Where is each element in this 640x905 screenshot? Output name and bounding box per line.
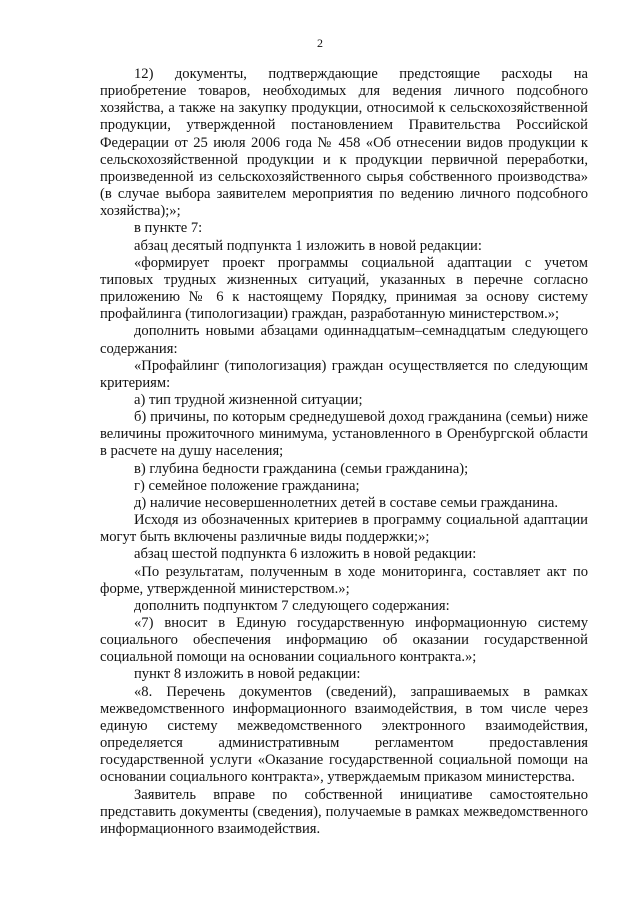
paragraph: абзац шестой подпункта 6 изложить в новой редакции: [134,546,477,563]
paragraph: Исходя из обозначенных критериев в программу социальной адаптации могут быть включены различные виды поддержки;»; [100,512,588,546]
paragraph: абзац десятый подпункта 1 изложить в новой редакции: [134,237,482,254]
paragraph: в) глубина бедности гражданина (семьи гражданина); [134,460,469,477]
paragraph: «формирует проект программы социальной адаптации с учетом типовых трудных жизненных ситуаций, указанных в перечне согласно приложению № 6 к настоящему Порядку, принимая за основу систему профайлинга (типологизации) граждан, разработанную министерством.»; [100,254,588,323]
paragraph: «По результатам, полученным в ходе мониторинга, составляет акт по форме, утвержденной министерством.»; [100,563,588,597]
paragraph: Заявитель вправе по собственной инициативе самостоятельно представить документы (сведения), получаемые в рамках межведомственного информационного взаимодействия. [100,786,588,837]
paragraph: а) тип трудной жизненной ситуации; [134,391,363,408]
paragraph: пункт 8 изложить в новой редакции: [134,666,361,683]
paragraph: «8. Перечень документов (сведений), запрашиваемых в рамках межведомственного информационного взаимодействия, в том числе через единую систему межведомственного электронного взаимодействия, определяется административным регламентом предоставления государственной услуги «Оказание государственной социальной помощи на основании социального контракта», утверждаемым приказом министерства. [100,683,588,786]
paragraph: б) причины, по которым среднедушевой доход гражданина (семьи) ниже величины прожиточного минимума, установленного в Оренбургской области в расчете на душу населения; [100,409,588,460]
paragraph: в пункте 7: [134,220,203,237]
paragraph: 12) документы, подтверждающие предстоящие расходы на приобретение товаров, необходимых для ведения личного подсобного хозяйства, а также на закупку продукции, относимой к сельскохозяйственной продукции, утвержденной постановлением Правительства Российской Федерации от 25 июля 2006 года № 458 «Об отнесении видов продукции к сельскохозяйственной продукции и к продукции первичной переработки, произведенной из сельскохозяйственного сырья собственного производства» (в случае выбора заявителем мероприятия по ведению личного подсобного хозяйства);»; [100,66,588,220]
paragraph: дополнить новыми абзацами одиннадцатым–семнадцатым следующего содержания: [100,323,588,357]
paragraph: дополнить подпунктом 7 следующего содержания: [134,597,450,614]
paragraph: «Профайлинг (типологизация) граждан осуществляется по следующим критериям: [100,357,588,391]
paragraph: «7) вносит в Единую государственную информационную систему социального обеспечения информацию об оказании государственной социальной помощи на основании социального контракта.»; [100,615,588,666]
paragraph: д) наличие несовершеннолетних детей в составе семьи гражданина. [134,494,558,511]
document-body [100,66,588,838]
paragraph: г) семейное положение гражданина; [134,477,360,494]
page-number: 2 [317,36,323,50]
